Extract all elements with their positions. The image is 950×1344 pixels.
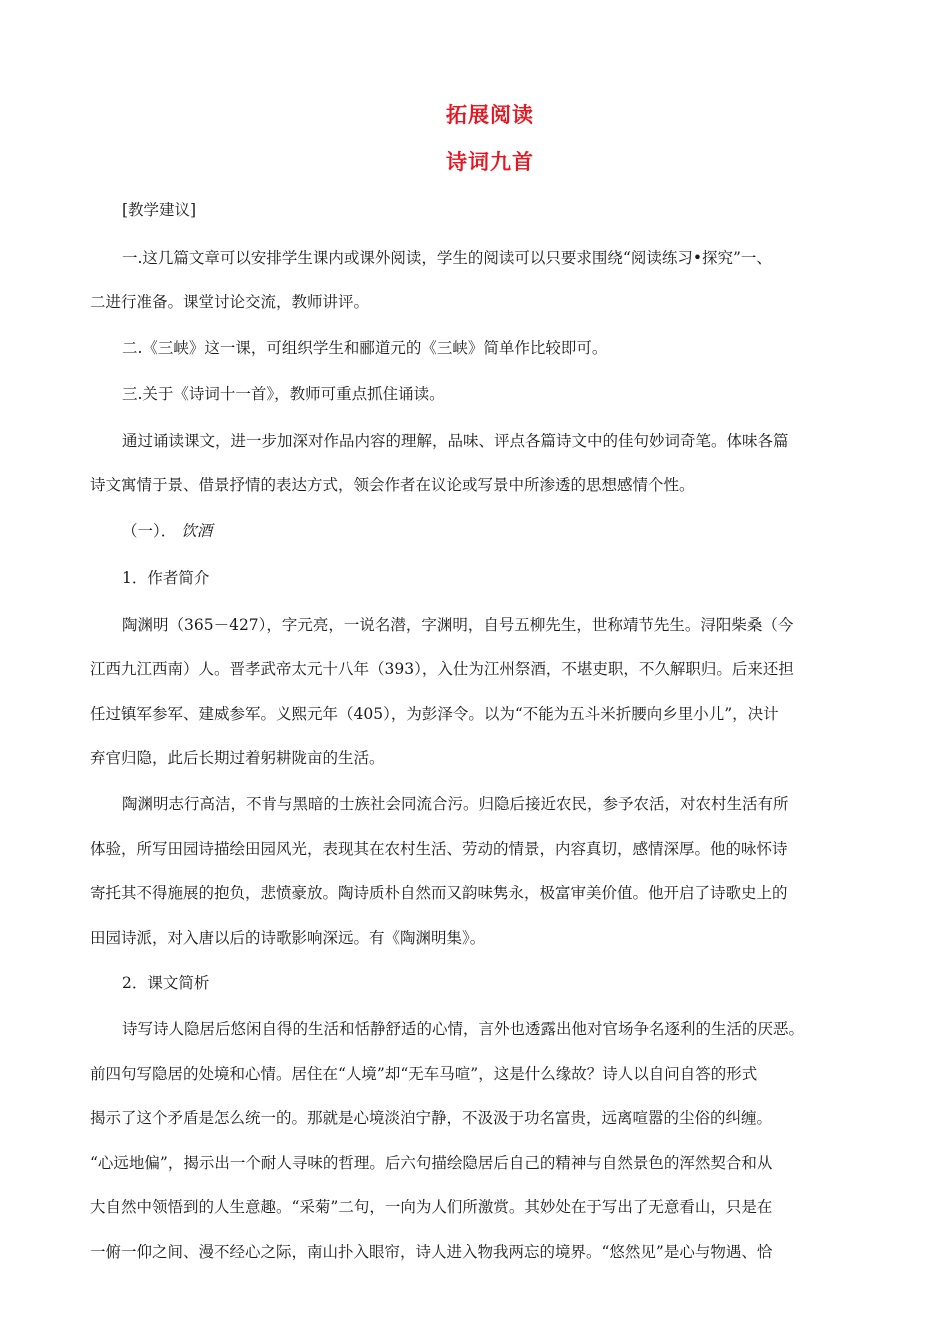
paragraph-line: 诗文寓情于景、借景抒情的表达方式，领会作者在议论或写景中所渗透的思想感情个性。 bbox=[90, 476, 695, 494]
paragraph-line: 寄托其不得施展的抱负，悲愤豪放。陶诗质朴自然而又韵味隽永，极富审美价值。他开启了诗歌史上的 bbox=[90, 884, 788, 902]
paragraph-line: 弃官归隐，此后长期过着躬耕陇亩的生活。 bbox=[90, 749, 385, 767]
section-heading: 1．作者简介 bbox=[122, 569, 210, 587]
paragraph-line: 体验，所写田园诗描绘田园风光，表现其在农村生活、劳动的情景，内容真切，感情深厚。他的咏怀诗 bbox=[90, 840, 788, 858]
paragraph-line: 二进行准备。课堂讨论交流，教师讲评。 bbox=[90, 293, 370, 311]
subsection-heading bbox=[122, 521, 902, 541]
paragraph-line: 陶渊明（365－427），字元亮，一说名潜，字渊明，自号五柳先生，世称靖节先生。浔阳柴桑（今 bbox=[122, 616, 794, 634]
paragraph-line: 诗写诗人隐居后悠闲自得的生活和恬静舒适的心情，言外也透露出他对官场争名逐利的生活的厌恶。 bbox=[122, 1020, 805, 1038]
paragraph-line: 前四句写隐居的处境和心情。居住在“人境”却“无车马喧”，这是什么缘故？诗人以自问自答的形式 bbox=[90, 1065, 758, 1083]
paragraph-line: 一.这几篇文章可以安排学生课内或课外阅读，学生的阅读可以只要求围绕“阅读练习•探究”一、 bbox=[122, 249, 772, 267]
paragraph-line: 大自然中领悟到的人生意趣。“采菊”二句，一向为人们所激赏。其妙处在于写出了无意看山，只是在 bbox=[90, 1198, 773, 1216]
paragraph-line: 陶渊明志行高洁，不肯与黑暗的士族社会同流合污。归隐后接近农民，参予农活，对农村生活有所 bbox=[122, 795, 789, 813]
section-label: [教学建议] bbox=[122, 201, 197, 219]
paragraph-line: 二.《三峡》这一课，可组织学生和郦道元的《三峡》简单作比较即可。 bbox=[122, 339, 608, 357]
paragraph-line: 一俯一仰之间、漫不经心之际，南山扑入眼帘，诗人进入物我两忘的境界。“悠然见”是心与物遇、恰 bbox=[90, 1243, 773, 1261]
subsection-number: （一）． bbox=[122, 522, 177, 540]
subsection-title: 饮酒 bbox=[181, 522, 213, 540]
document-title: 拓展阅读 bbox=[446, 103, 534, 127]
paragraph-line: 三.关于《诗词十一首》，教师可重点抓住诵读。 bbox=[122, 385, 445, 403]
paragraph-line: 田园诗派，对入唐以后的诗歌影响深远。有《陶渊明集》。 bbox=[90, 929, 486, 947]
section-heading: 2．课文简析 bbox=[122, 974, 210, 992]
document-subtitle: 诗词九首 bbox=[446, 150, 534, 174]
paragraph-line: 揭示了这个矛盾是怎么统一的。那就是心境淡泊宁静，不汲汲于功名富贵，远离喧嚣的尘俗的纠缠。 bbox=[90, 1109, 773, 1127]
paragraph-line: “心远地偏”，揭示出一个耐人寻味的哲理。后六句描绘隐居后自己的精神与自然景色的浑然契合和从 bbox=[90, 1154, 773, 1172]
paragraph-line: 任过镇军参军、建威参军。义熙元年（405），为彭泽令。以为“不能为五斗米折腰向乡里小儿”，决计 bbox=[90, 705, 779, 723]
paragraph-line: 江西九江西南）人。晋孝武帝太元十八年（393），入仕为江州祭酒，不堪吏职，不久解职归。后来还担 bbox=[90, 660, 794, 678]
paragraph-line: 通过诵读课文，进一步加深对作品内容的理解，品味、评点各篇诗文中的佳句妙词奇笔。体味各篇 bbox=[122, 432, 789, 450]
